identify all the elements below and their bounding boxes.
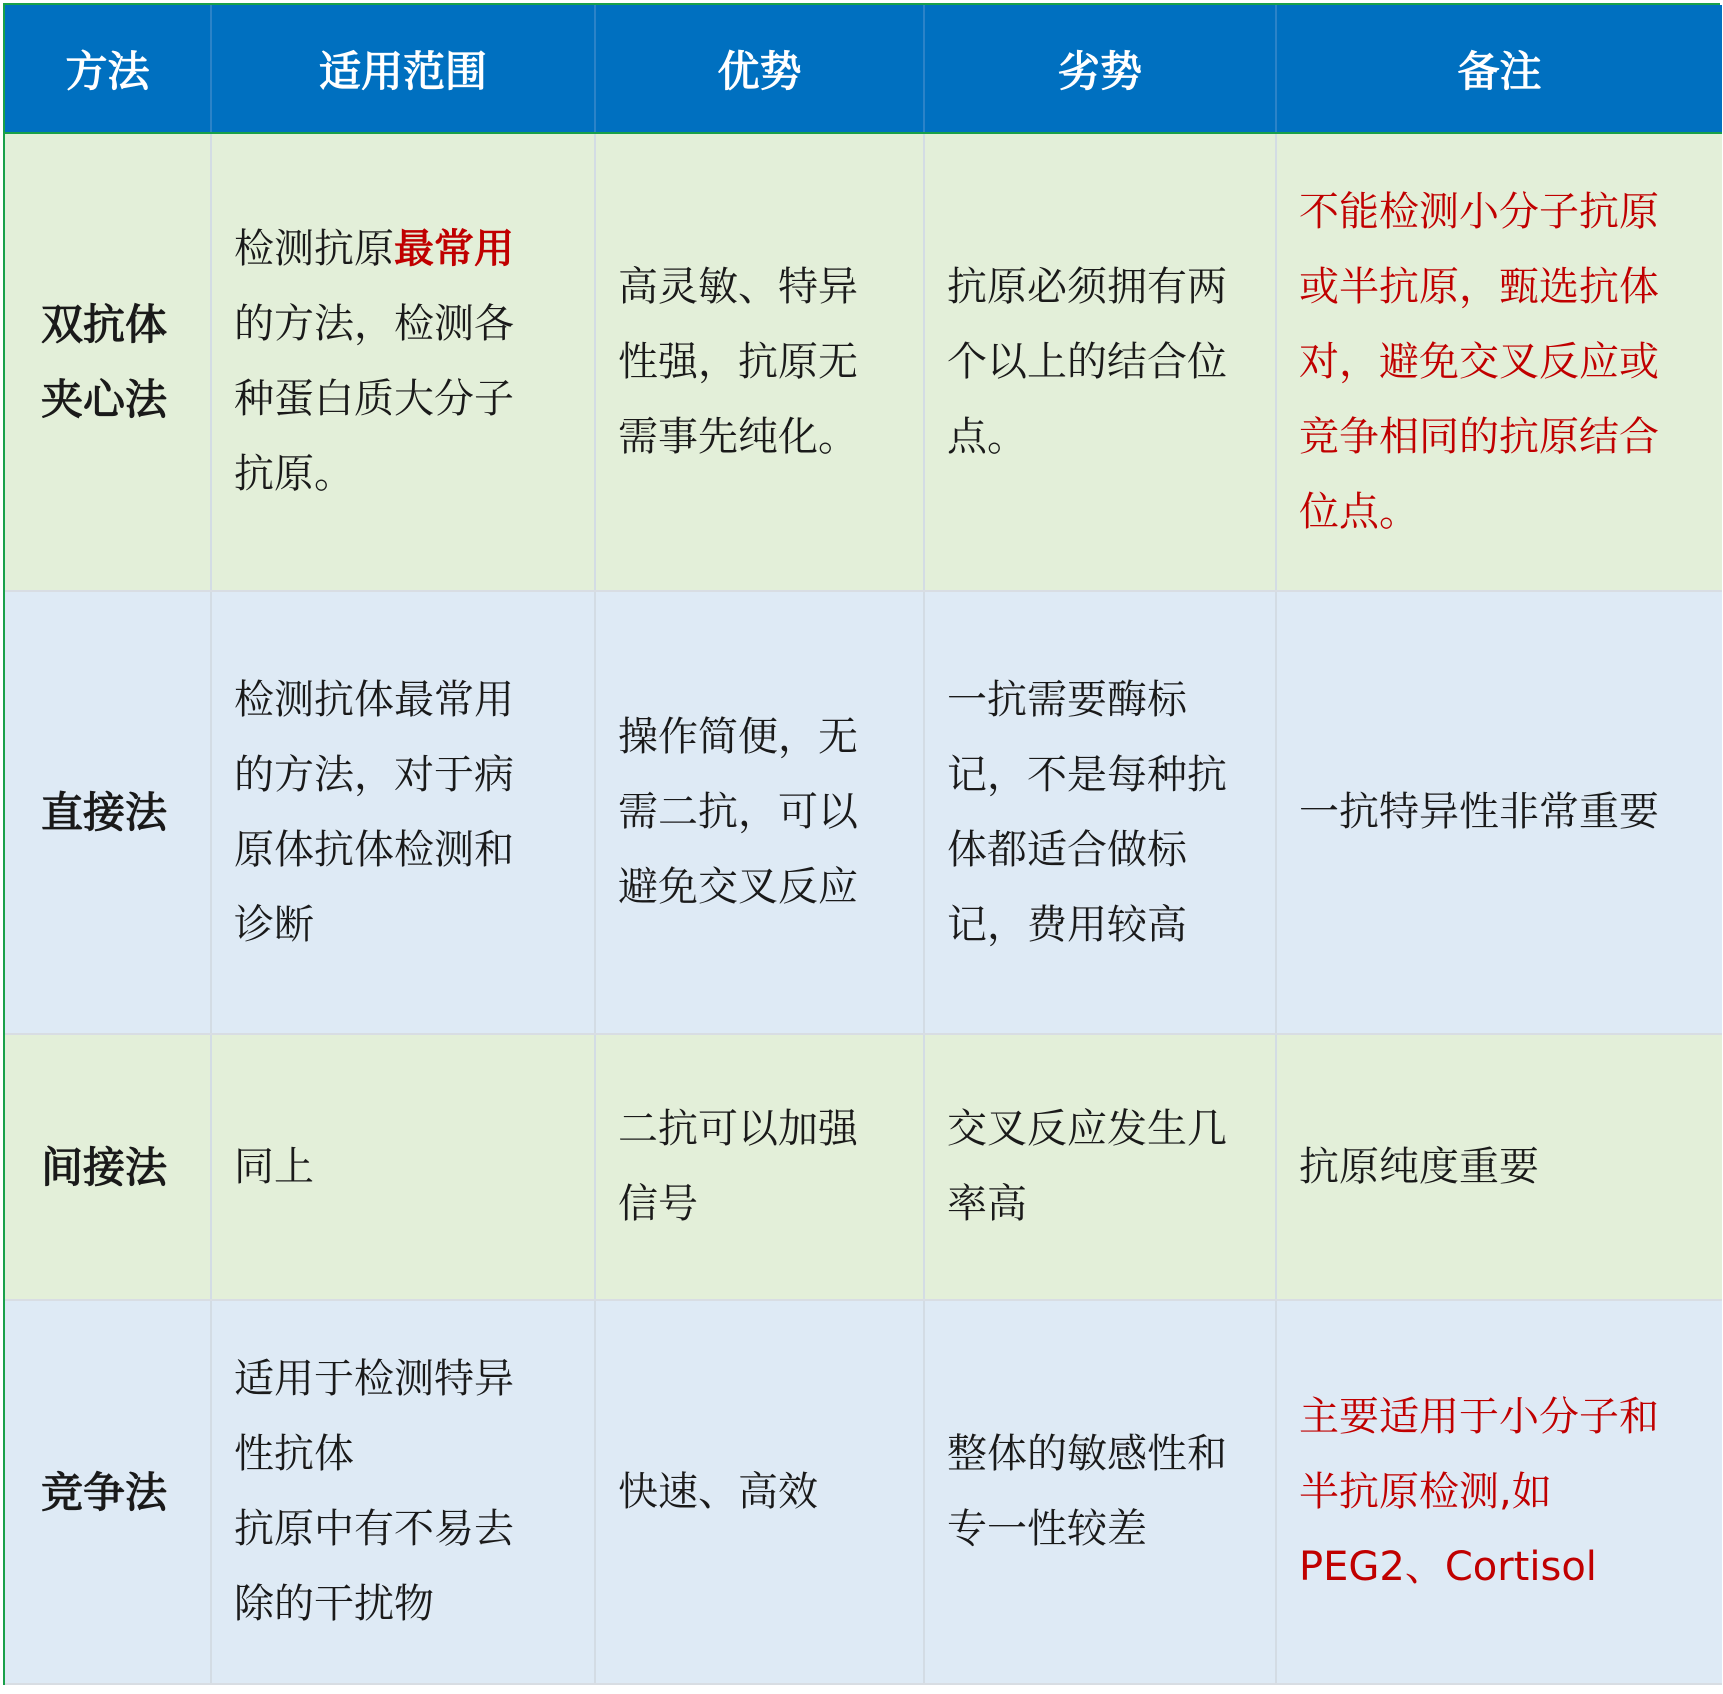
disadvantage-cell (924, 133, 1276, 591)
scope-cell (211, 1034, 595, 1300)
header-advantage: 优势 (595, 5, 924, 133)
method-cell (5, 591, 211, 1034)
method-line: 夹心法 (41, 375, 168, 424)
scope-line: 原体抗体检测和 (234, 826, 514, 873)
disadvantage-line: 个以上的结合位 (947, 338, 1227, 385)
scope-line (234, 212, 572, 287)
scope-line: 检测抗体最常用 (234, 676, 514, 723)
note-line: 抗原纯度重要 (1299, 1143, 1539, 1190)
disadvantage-cell (924, 591, 1276, 1034)
note-cell (1276, 1034, 1722, 1300)
note-line: 一抗特异性非常重要 (1299, 789, 1659, 835)
note-line: 不能检测小分子抗原 (1299, 188, 1659, 235)
scope-line: 种蛋白质大分子 (234, 376, 514, 422)
scope-cell (211, 133, 595, 591)
disadvantage-line: 记，费用较高 (947, 901, 1187, 948)
table-header-row (5, 5, 1722, 133)
method-line: 间接法 (41, 1142, 168, 1192)
disadvantage-line: 一抗需要酶标 (947, 676, 1187, 723)
advantage-cell (595, 1300, 924, 1684)
advantage-line: 需二抗，可以 (618, 789, 858, 835)
advantage-cell (595, 1034, 924, 1300)
scope-line: 的方法，对于病 (234, 751, 514, 798)
disadvantage-line: 记，不是每种抗 (947, 751, 1227, 798)
disadvantage-line: 整体的敏感性和 (947, 1431, 1227, 1477)
note-line: 半抗原检测,如 (1299, 1468, 1552, 1515)
method-cell (5, 1300, 211, 1684)
advantage-line: 快速、高效 (618, 1468, 818, 1515)
method-line: 双抗体 (41, 300, 168, 349)
method-line: 竞争法 (41, 1467, 168, 1517)
note-line: PEG2、Cortisol (1299, 1543, 1597, 1590)
scope-line: 适用于检测特异 (234, 1356, 514, 1402)
scope-cell (211, 1300, 595, 1684)
scope-line: 性抗体 (234, 1431, 354, 1477)
note-cell (1276, 591, 1722, 1034)
scope-line: 诊断 (234, 901, 314, 948)
note-line: 对，避免交叉反应或 (1299, 338, 1659, 385)
disadvantage-line: 交叉反应发生几 (947, 1106, 1227, 1152)
scope-cell (211, 591, 595, 1034)
advantage-line: 操作简便，无 (618, 714, 858, 760)
advantage-line: 性强，抗原无 (618, 338, 858, 385)
advantage-line: 需事先纯化。 (618, 413, 858, 460)
disadvantage-cell (924, 1300, 1276, 1684)
scope-highlight: 最常用 (394, 226, 514, 272)
disadvantage-line: 点。 (947, 413, 1027, 460)
note-line: 位点。 (1299, 488, 1419, 535)
header-note: 备注 (1276, 5, 1722, 133)
method-line: 直接法 (41, 788, 168, 837)
note-line: 主要适用于小分子和 (1299, 1393, 1659, 1440)
note-line: 或半抗原，甄选抗体 (1299, 263, 1659, 310)
method-cell (5, 133, 211, 591)
advantage-line: 避免交叉反应 (618, 864, 858, 910)
scope-line: 同上 (234, 1143, 314, 1190)
disadvantage-cell (924, 1034, 1276, 1300)
disadvantage-line: 体都适合做标 (947, 826, 1187, 873)
advantage-line: 二抗可以加强 (618, 1106, 858, 1152)
disadvantage-line: 抗原必须拥有两 (947, 263, 1227, 310)
scope-line: 的方法，检测各 (234, 301, 514, 347)
disadvantage-line: 率高 (947, 1181, 1027, 1227)
scope-line: 除的干扰物 (234, 1581, 434, 1627)
advantage-line: 信号 (618, 1181, 698, 1227)
header-scope: 适用范围 (211, 5, 595, 133)
note-line: 竞争相同的抗原结合 (1299, 413, 1659, 460)
scope-line: 抗原中有不易去 (234, 1506, 514, 1552)
scope-line: 抗原。 (234, 451, 354, 497)
note-cell (1276, 133, 1722, 591)
header-method: 方法 (5, 5, 211, 133)
advantage-line: 高灵敏、特异 (618, 263, 858, 310)
table-row-direct (5, 591, 1722, 1034)
table-row-sandwich (5, 133, 1722, 591)
comparison-table-container (3, 3, 1720, 1685)
table-row-competitive (5, 1300, 1722, 1684)
note-cell (1276, 1300, 1722, 1684)
elisa-methods-table (5, 5, 1722, 1685)
scope-prefix: 检测抗原 (234, 226, 394, 272)
advantage-cell (595, 133, 924, 591)
advantage-cell (595, 591, 924, 1034)
header-disadvantage: 劣势 (924, 5, 1276, 133)
method-cell (5, 1034, 211, 1300)
table-row-indirect (5, 1034, 1722, 1300)
disadvantage-line: 专一性较差 (947, 1506, 1147, 1552)
